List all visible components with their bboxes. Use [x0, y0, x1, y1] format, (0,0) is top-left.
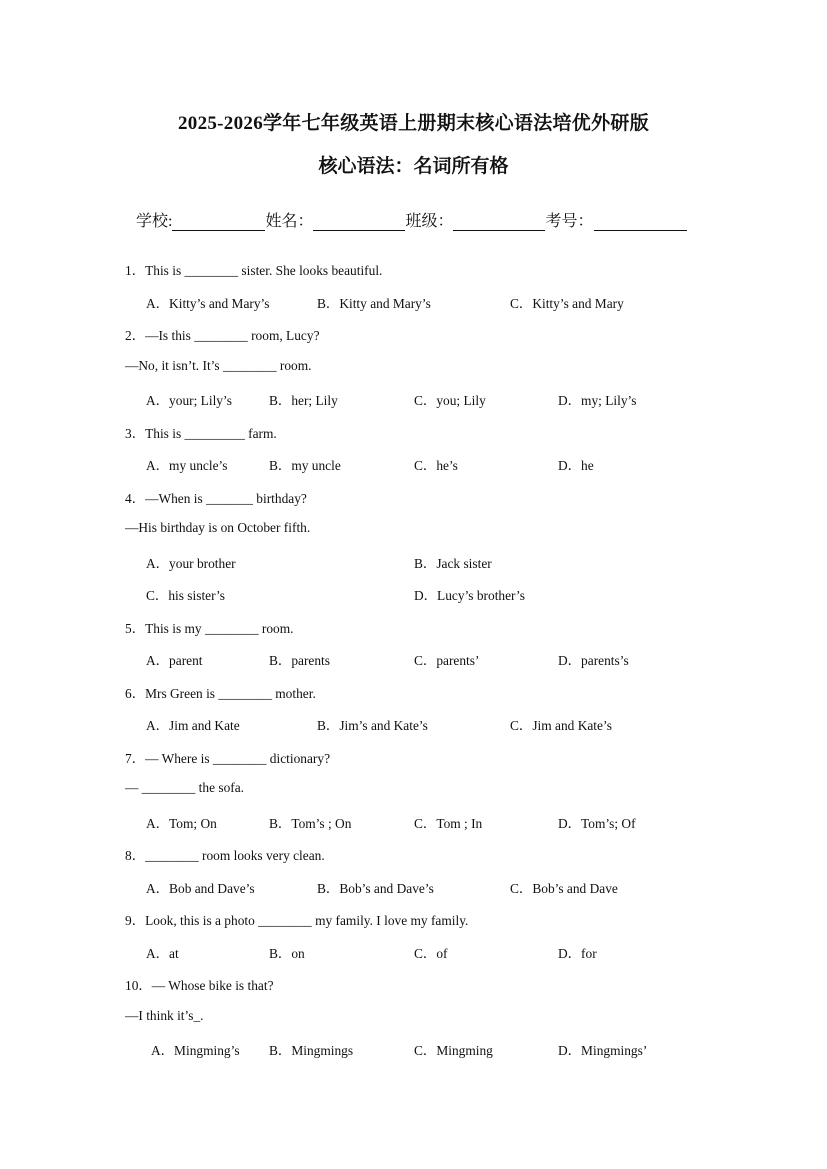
question-stem-line: —I think it’s_. — [125, 1008, 204, 1023]
question-stem-line: — ________ the sofa. — [125, 780, 245, 795]
option-b[interactable]: B．on — [269, 946, 305, 961]
page-title: 2025-2026学年七年级英语上册期末核心语法培优外研版 — [177, 113, 650, 134]
question-stem: 4．—When is _______ birthday? — [125, 491, 307, 506]
option-c[interactable]: C．his sister’s — [146, 588, 225, 603]
option-a[interactable]: A．Tom; On — [146, 816, 217, 831]
option-d[interactable]: D．Mingmings’ — [558, 1043, 648, 1058]
option-a[interactable]: A．Mingming’s — [151, 1043, 240, 1058]
question-stem-line: —His birthday is on October fifth. — [125, 520, 311, 535]
question-stem-line: —No, it isn’t. It’s ________ room. — [125, 358, 312, 373]
option-a[interactable]: A．your; Lily’s — [146, 393, 232, 408]
option-d[interactable]: D．for — [558, 946, 597, 961]
name-label: 姓名： — [265, 213, 314, 230]
option-a[interactable]: A．parent — [146, 653, 203, 668]
option-c[interactable]: C．Bob’s and Dave — [510, 881, 618, 896]
page-subtitle: 核心语法：名词所有格 — [318, 156, 509, 177]
option-c[interactable]: C．parents’ — [414, 653, 480, 668]
class-label: 班级： — [405, 213, 454, 230]
question-stem: 8．________ room looks very clean. — [125, 848, 325, 863]
option-b[interactable]: B．Jack sister — [414, 556, 492, 571]
option-a[interactable]: A．at — [146, 946, 179, 961]
option-c[interactable]: C．Mingming — [414, 1043, 493, 1058]
question-stem: 3．This is _________ farm. — [125, 426, 277, 441]
student-info-row — [136, 208, 687, 231]
option-a[interactable]: A．Kitty’s and Mary’s — [146, 296, 270, 311]
option-d[interactable]: D．Lucy’s brother’s — [414, 588, 525, 603]
school-blank[interactable] — [172, 212, 265, 231]
option-b[interactable]: B．Mingmings — [269, 1043, 354, 1058]
option-b[interactable]: B．my uncle — [269, 458, 341, 473]
question-stem: 2．—Is this ________ room, Lucy? — [125, 328, 320, 343]
school-label: 学校: — [136, 213, 173, 230]
class-blank[interactable] — [453, 212, 545, 231]
option-d[interactable]: D．Tom’s; Of — [558, 816, 636, 831]
option-c[interactable]: C．Tom ; In — [414, 816, 483, 831]
option-d[interactable]: D．parents’s — [558, 653, 629, 668]
option-a[interactable]: A．Bob and Dave’s — [146, 881, 255, 896]
option-c[interactable]: C．you; Lily — [414, 393, 486, 408]
option-b[interactable]: B．Kitty and Mary’s — [317, 296, 431, 311]
option-a[interactable]: A．my uncle’s — [146, 458, 228, 473]
option-c[interactable]: C．Kitty’s and Mary — [510, 296, 624, 311]
option-b[interactable]: B．parents — [269, 653, 330, 668]
option-c[interactable]: C．he’s — [414, 458, 458, 473]
option-a[interactable]: A．your brother — [146, 556, 236, 571]
option-d[interactable]: D．he — [558, 458, 594, 473]
option-c[interactable]: C．of — [414, 946, 448, 961]
question-stem: 1．This is ________ sister. She looks beautiful. — [125, 263, 383, 278]
question-stem: 9．Look, this is a photo ________ my family. I love my family. — [125, 913, 469, 928]
question-stem: 5．This is my ________ room. — [125, 621, 294, 636]
option-b[interactable]: B．Bob’s and Dave’s — [317, 881, 434, 896]
option-c[interactable]: C．Jim and Kate’s — [510, 718, 612, 733]
name-blank[interactable] — [313, 212, 405, 231]
option-b[interactable]: B．Tom’s ; On — [269, 816, 352, 831]
option-b[interactable]: B．Jim’s and Kate’s — [317, 718, 428, 733]
option-a[interactable]: A．Jim and Kate — [146, 718, 240, 733]
question-stem: 6．Mrs Green is ________ mother. — [125, 686, 316, 701]
exam-number-blank[interactable] — [594, 212, 687, 231]
option-b[interactable]: B．her; Lily — [269, 393, 338, 408]
option-d[interactable]: D．my; Lily’s — [558, 393, 637, 408]
question-stem: 7．— Where is ________ dictionary? — [125, 751, 331, 766]
exam-number-label: 考号： — [545, 213, 594, 230]
question-stem: 10．— Whose bike is that? — [125, 978, 274, 993]
